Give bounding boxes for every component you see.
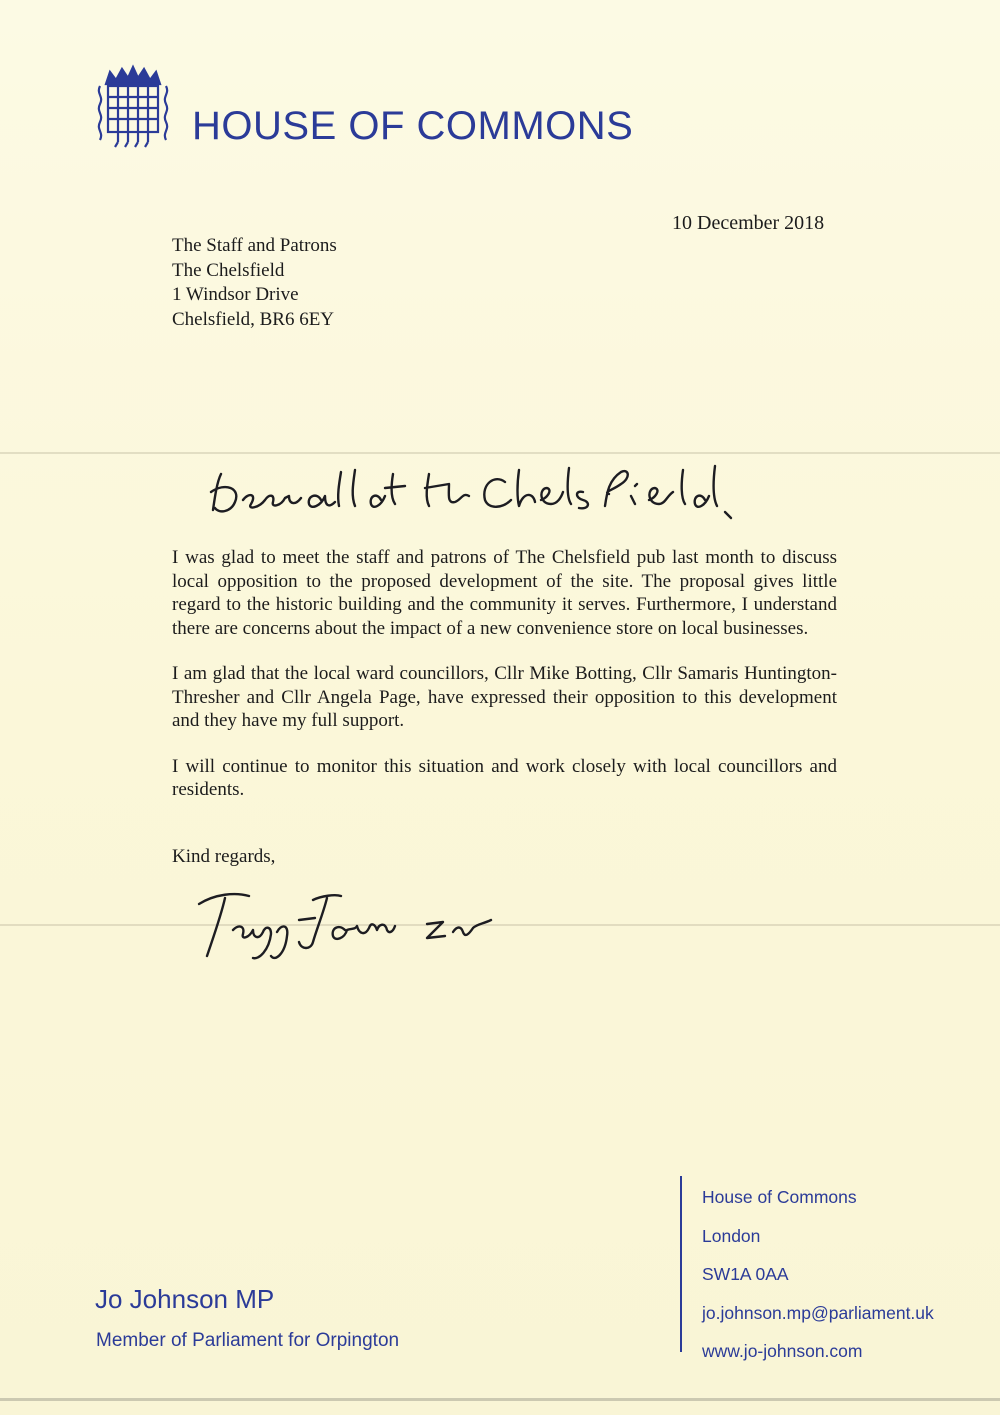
contact-divider [680, 1176, 682, 1352]
address-line: 1 Windsor Drive [172, 284, 299, 305]
body-paragraph: I was glad to meet the staff and patrons of The Chelsfield pub last month to discuss local opposition to the proposed development of the site. The proposal gives little regard to the historic building and the community it serves. Furthermore, I understand there are concerns about the impact of a new convenience store on local businesses. [172, 547, 837, 639]
body-paragraph: I am glad that the local ward councillors, Cllr Mike Botting, Cllr Samaris Huntington-Thresher and Cllr Angela Page, have expressed their opposition to this development and they have my full support. [172, 663, 837, 731]
body-paragraph: I will continue to monitor this situation and work closely with local councillors and residents. [172, 755, 837, 800]
contact-website: www.jo-johnson.com [702, 1341, 863, 1361]
handwritten-signature [195, 880, 505, 962]
contact-block [702, 1178, 934, 1371]
contact-line: SW1A 0AA [702, 1264, 789, 1284]
recipient-address [172, 234, 337, 332]
letterhead-title: HOUSE OF COMMONS [192, 104, 634, 148]
contact-line: House of Commons [702, 1187, 857, 1207]
contact-line: London [702, 1225, 761, 1246]
contact-email: jo.johnson.mp@parliament.uk [702, 1302, 934, 1323]
letter-date: 10 December 2018 [672, 212, 825, 234]
address-line: The Staff and Patrons [172, 235, 337, 256]
portcullis-icon [94, 64, 172, 150]
paper-edge [0, 1398, 1000, 1401]
closing: Kind regards, [172, 846, 276, 867]
mp-name: Jo Johnson MP [95, 1284, 275, 1314]
handwritten-salutation [205, 452, 765, 528]
letter-body [172, 546, 837, 824]
address-line: Chelsfield, BR6 6EY [172, 308, 335, 330]
mp-role: Member of Parliament for Orpington [96, 1330, 400, 1351]
address-line: The Chelsfield [172, 259, 285, 281]
